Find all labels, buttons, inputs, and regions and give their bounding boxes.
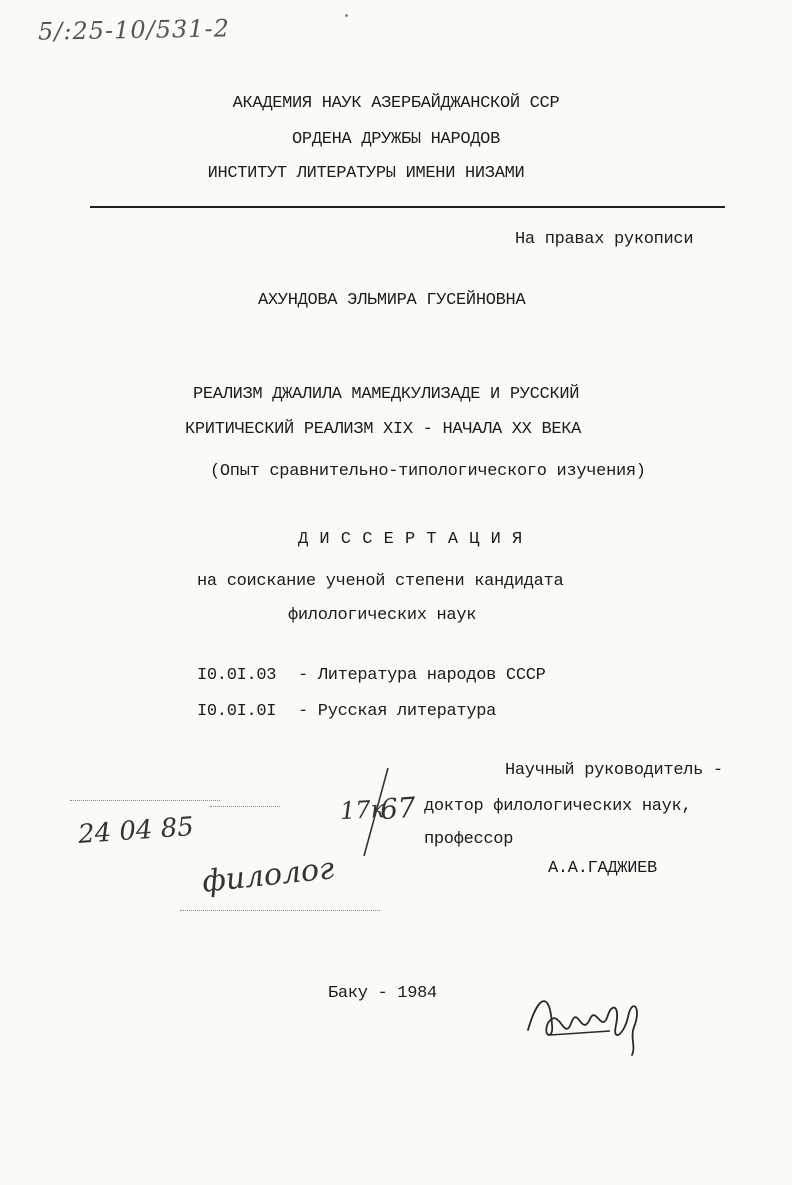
author-name: АХУНДОВА ЭЛЬМИРА ГУСЕЙНОВНА <box>258 291 526 310</box>
stamp-mark <box>345 14 348 17</box>
degree-line-1: на соискание ученой степени кандидата <box>197 572 564 591</box>
specialty-code-1: I0.0I.03 <box>197 666 277 685</box>
specialty-name-2: - Русская литература <box>298 702 497 721</box>
annotation-dotted-line <box>210 806 280 807</box>
handwritten-ref: 17к <box>339 794 386 826</box>
handwritten-date: 24 04 85 <box>77 811 195 851</box>
handwritten-note: филолог <box>200 851 336 900</box>
handwritten-catalog-number: 5/:25-10/531-2 <box>37 14 231 46</box>
title-subtitle: (Опыт сравнительно-типологического изучения) <box>210 462 646 481</box>
supervisor-title: доктор филологических наук, <box>424 797 692 816</box>
supervisor-name: А.А.ГАДЖИЕВ <box>548 859 657 878</box>
annotation-dotted-line <box>70 800 220 801</box>
specialty-name-1: - Литература народов СССР <box>298 666 546 685</box>
annotation-dotted-line <box>180 910 380 911</box>
title-line-1: РЕАЛИЗМ ДЖАЛИЛА МАМЕДКУЛИЗАДЕ И РУССКИЙ <box>193 385 580 404</box>
order-name: ОРДЕНА ДРУЖБЫ НАРОДОВ <box>292 130 500 149</box>
title-line-2: КРИТИЧЕСКИЙ РЕАЛИЗМ XIX - НАЧАЛА XX ВЕКА <box>185 420 582 439</box>
academy-name: АКАДЕМИЯ НАУК АЗЕРБАЙДЖАНСКОЙ ССР <box>232 94 560 113</box>
author-signature <box>520 985 650 1065</box>
handwritten-ref2: 67 <box>378 790 417 827</box>
header-divider <box>90 206 725 208</box>
degree-line-2: филологических наук <box>288 606 477 625</box>
document-type: Д И С С Е Р Т А Ц И Я <box>298 530 523 549</box>
supervisor-rank: профессор <box>424 830 514 849</box>
specialty-code-2: I0.0I.0I <box>197 702 277 721</box>
place-and-year: Баку - 1984 <box>328 984 437 1003</box>
supervisor-role: Научный руководитель - <box>505 761 723 780</box>
institute-name: ИНСТИТУТ ЛИТЕРАТУРЫ ИМЕНИ НИЗАМИ <box>207 164 525 183</box>
manuscript-rights: На правах рукописи <box>515 230 694 249</box>
